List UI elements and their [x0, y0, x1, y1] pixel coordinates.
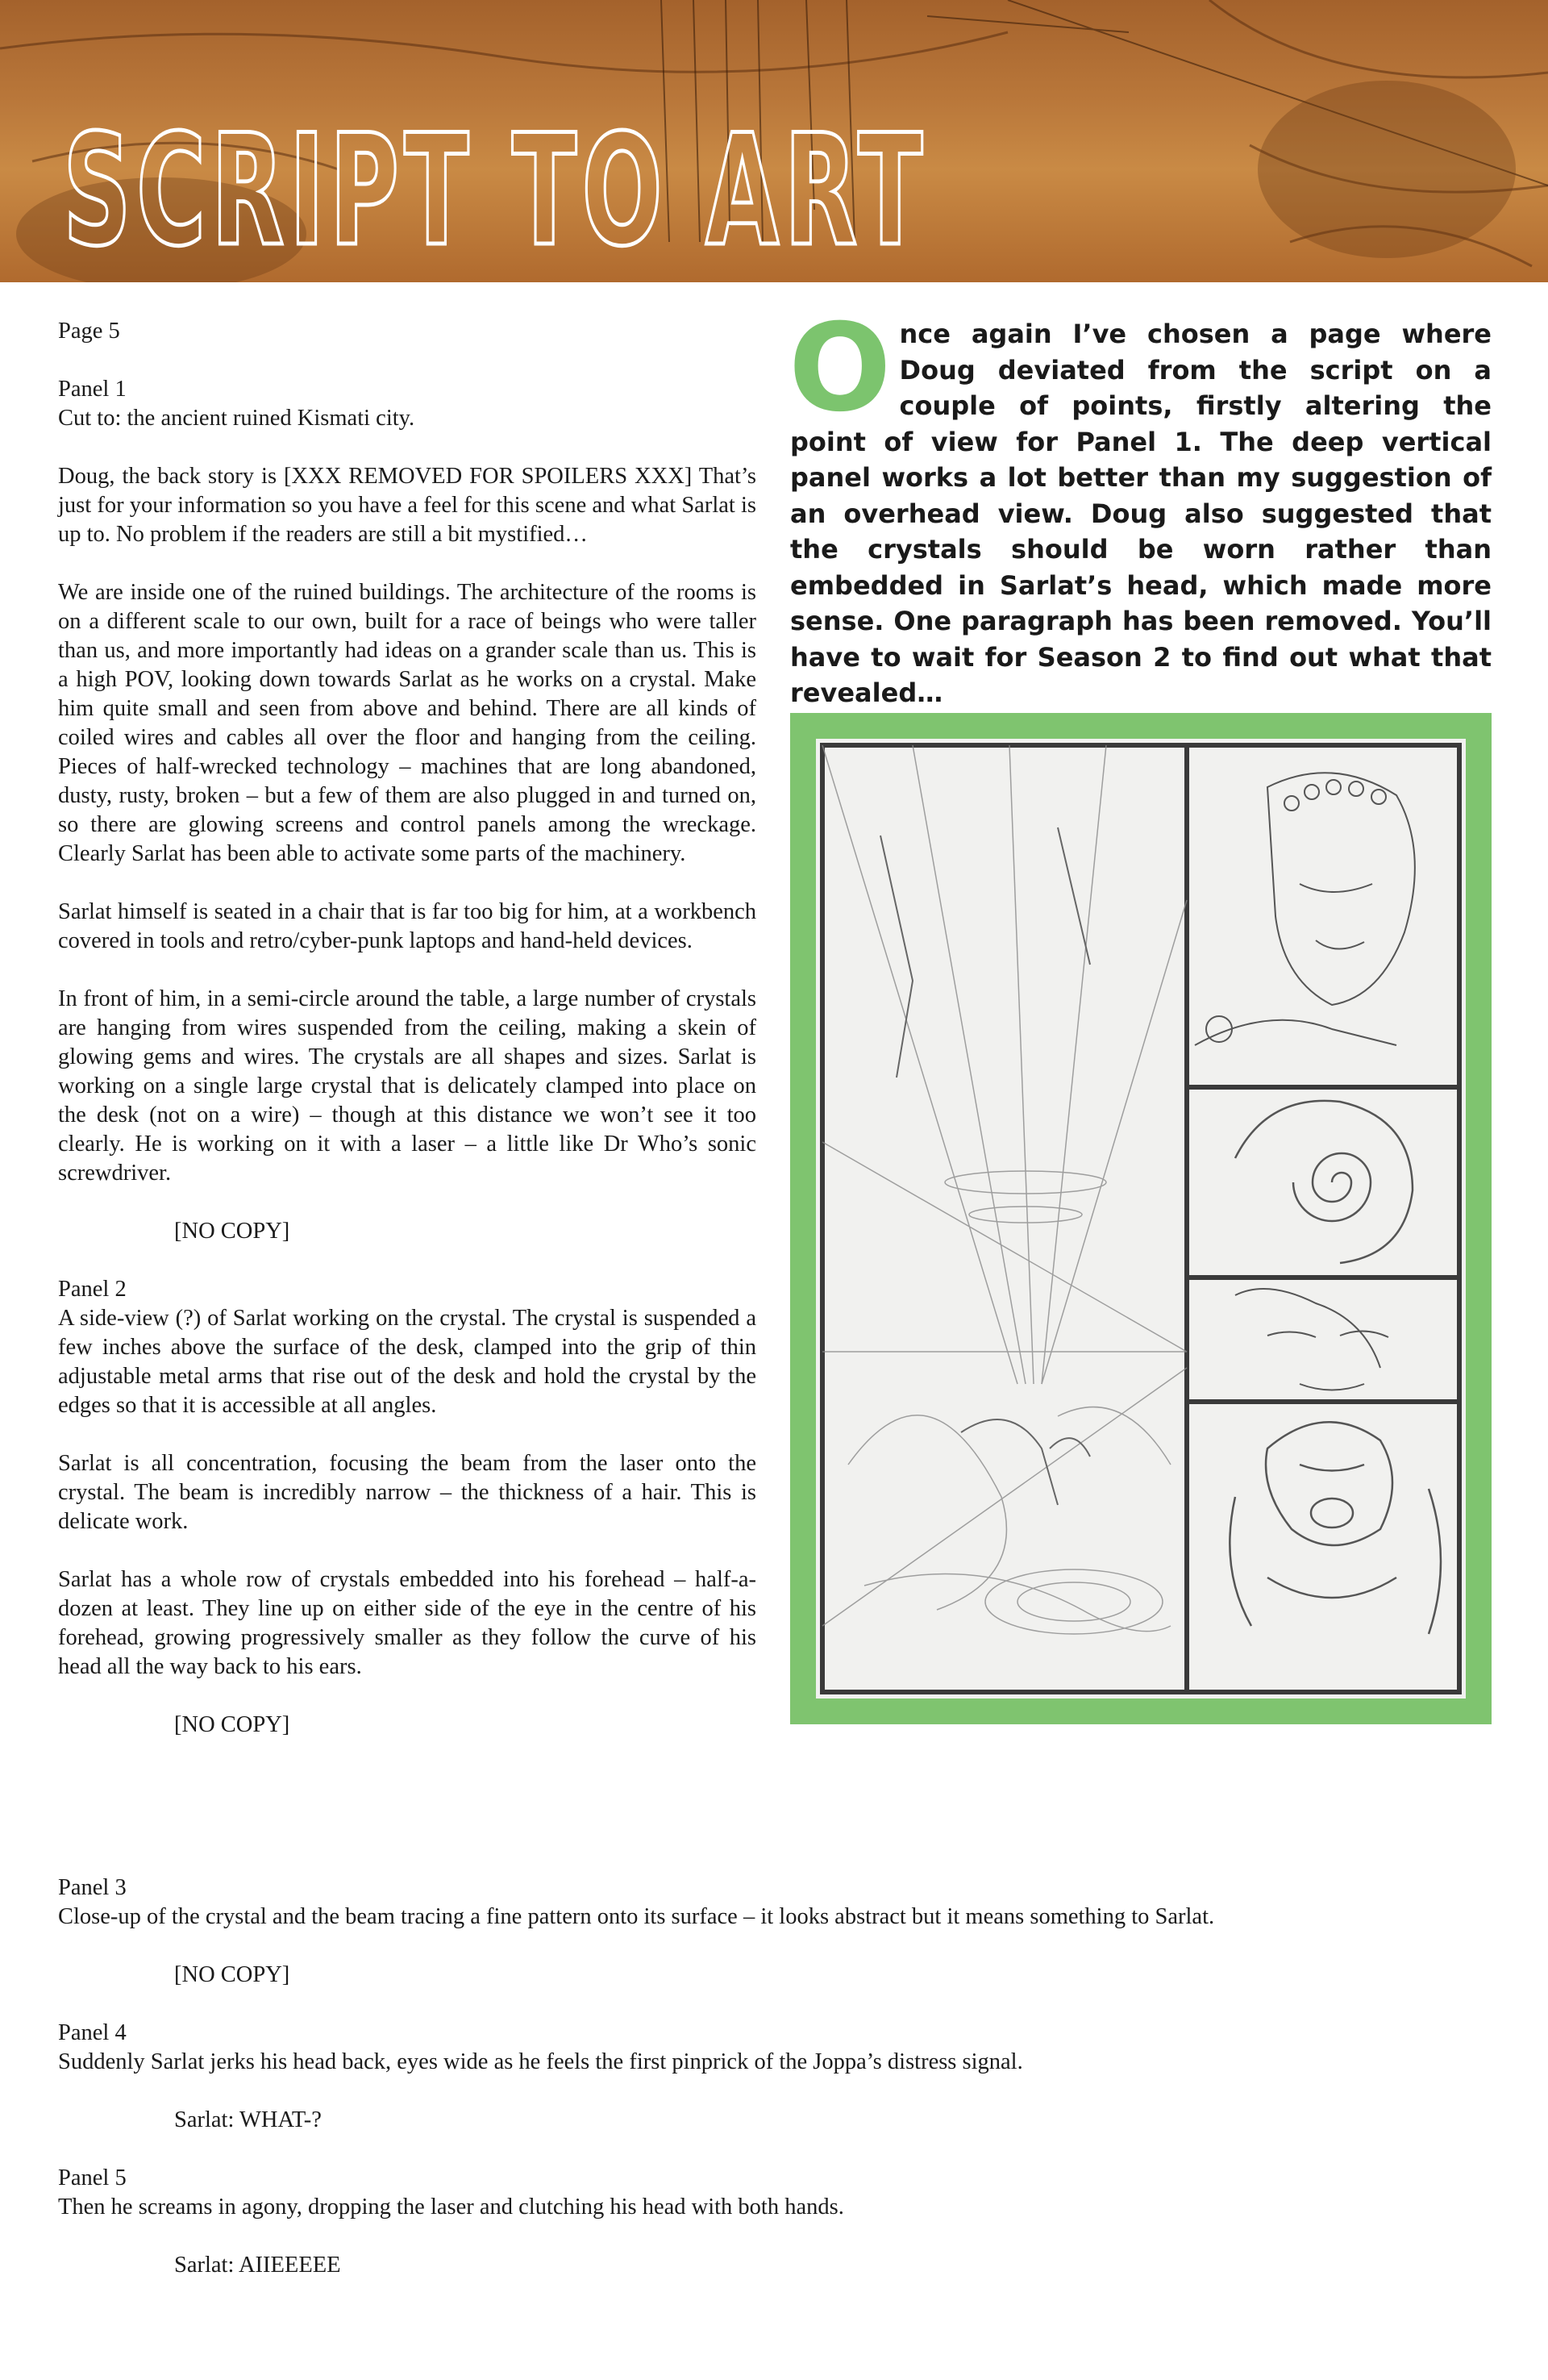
page-title: SCRIPT TO ART: [63, 102, 928, 280]
header-banner: [0, 0, 1548, 282]
script-column: [58, 317, 756, 1769]
pencil-artwork: [816, 739, 1466, 1699]
panel1-copy: [NO COPY]: [174, 1219, 290, 1244]
panel5-paragraph: Then he screams in agony, dropping the laser and clutching his head with both hands.: [58, 2195, 844, 2220]
panel4-copy: Sarlat: WHAT-?: [174, 2107, 322, 2132]
panel3-heading: Panel 3: [58, 1875, 127, 1900]
page-label: Page 5: [58, 319, 120, 344]
panel1-paragraph-2: We are inside one of the ruined buildings. The architecture of the rooms is on a different scale to our own, built for a race of beings who were taller than us, and more importantly had ideas on a grander scale than us. This is a high POV, looking down towards Sarlat as he works on a crystal. Make him quite small and seen from above and behind. There are all kinds of coiled wires and cables all over the floor and hanging from the ceiling. Pieces of half-wrecked technology – machines that are long abandoned, dusty, rusty, broken – but a few of them are also plugged in and turned on, so there are glowing screens and control panels among the wreckage. Clearly Sarlat has been able to activate some parts of the machinery.: [58, 580, 756, 866]
panel2-heading: Panel 2: [58, 1277, 127, 1302]
panel2-block: [58, 1275, 756, 1420]
panel4-block: [58, 2019, 1493, 2077]
panel1-cut: Cut to: the ancient ruined Kismati city.: [58, 406, 415, 431]
panel4-heading: Panel 4: [58, 2020, 127, 2045]
artwork-frame: [790, 713, 1492, 1724]
panel2-paragraph-1: A side-view (?) of Sarlat working on the crystal. The crystal is suspended a few inches above the surface of the desk, clamped into the grip of thin adjustable metal arms that rise out of the desk and hold the crystal by the edges so that it is accessible at all angles.: [58, 1306, 756, 1418]
panel2-paragraph-3: Sarlat has a whole row of crystals embedded into his forehead – half-a-dozen at least. They line up on either side of the eye in the centre of his forehead, growing progressively smaller as they follow the curve of his head all the way back to his ears.: [58, 1567, 756, 1679]
script-bottom: [58, 1874, 1493, 2309]
panel3-copy: [NO COPY]: [174, 1962, 290, 1987]
panel1-block: [58, 375, 756, 433]
panel2-paragraph-2: Sarlat is all concentration, focusing the beam from the laser onto the crystal. The beam is incredibly narrow – the thickness of a hair. This is delicate work.: [58, 1451, 756, 1534]
pencil-sketch: [816, 739, 1466, 1699]
drop-cap: O: [789, 298, 892, 439]
panel1-paragraph-1: Doug, the back story is [XXX REMOVED FOR SPOILERS XXX] That’s just for your information so you have a feel for this scene and what Sarlat is up to. No problem if the readers are still a bit mystified…: [58, 464, 756, 547]
panel5-block: [58, 2164, 1493, 2222]
panel3-block: [58, 1874, 1493, 1932]
panel1-paragraph-3: Sarlat himself is seated in a chair that is far too big for him, at a workbench covered in tools and retro/cyber-punk laptops and hand-held devices.: [58, 899, 756, 953]
panel3-paragraph: Close-up of the crystal and the beam tracing a fine pattern onto its surface – it looks abstract but it means something to Sarlat.: [58, 1904, 1215, 1929]
editor-note-text: nce again I’ve chosen a page where Doug deviated from the script on a couple of points, firstly altering the point of view for Panel 1. The deep vertical panel works a lot better than my suggestion of an overhead view. Doug also suggested that the crystals should be worn rather than embedded in Sarlat’s head, which made more sense. One paragraph has been removed. You’ll have to wait for Season 2 to find out what that revealed…: [790, 319, 1492, 708]
editor-note: [789, 298, 1492, 711]
panel5-copy: Sarlat: AIIEEEEE: [174, 2253, 341, 2278]
panel4-paragraph: Suddenly Sarlat jerks his head back, eyes wide as he feels the first pinprick of the Joppa’s distress signal.: [58, 2049, 1023, 2074]
panel5-heading: Panel 5: [58, 2165, 127, 2190]
panel2-copy: [NO COPY]: [174, 1712, 290, 1737]
panel1-paragraph-4: In front of him, in a semi-circle around the table, a large number of crystals are hanging from wires suspended from the ceiling, making a skein of glowing gems and wires. The crystals are all shapes and sizes. Sarlat is working on a single large crystal that is delicately clamped into place on the desk (not on a wire) – though at this distance we won’t see it too clearly. He is working on it with a laser – a little like Dr Who’s sonic screwdriver.: [58, 986, 756, 1186]
panel1-heading: Panel 1: [58, 377, 127, 402]
